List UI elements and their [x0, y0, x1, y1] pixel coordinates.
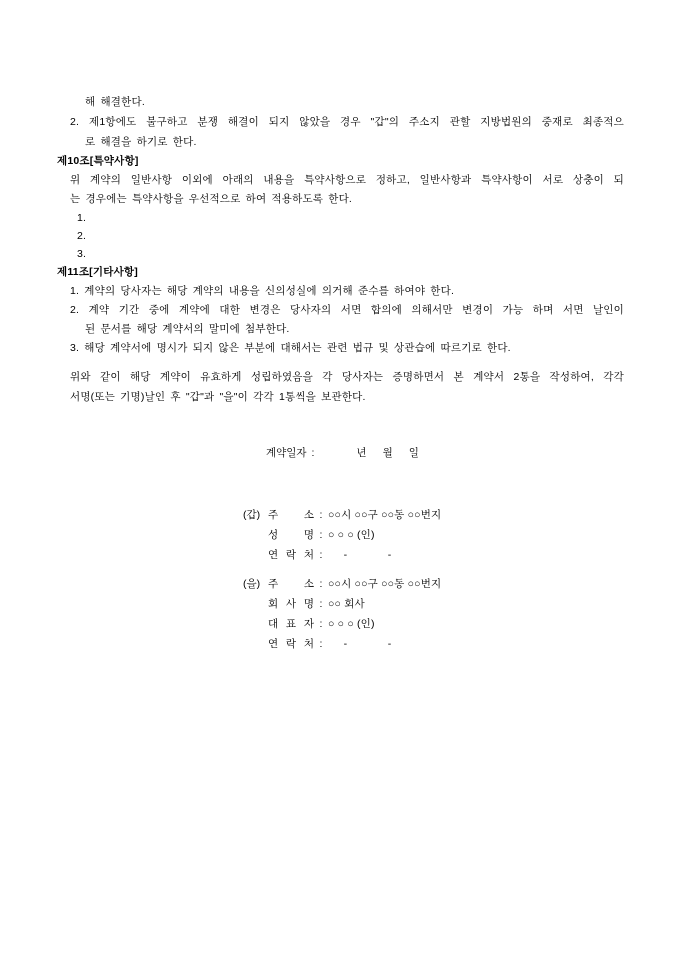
colon-separator: :: [319, 529, 323, 541]
party-row-contact: [243, 634, 624, 654]
paragraph-line: 위 계약의 일반사항 이외에 아래의 내용을 특약사항으로 정하고, 일반사항과 특약사항이 서로 상충이 되: [70, 174, 624, 186]
colon-separator: :: [319, 509, 323, 521]
party-prefix: (갑): [243, 509, 261, 521]
field-value: - -: [328, 549, 392, 561]
party-gap-block: [243, 505, 624, 565]
field-label: 연 락 처: [268, 549, 314, 561]
field-label: 주 소: [268, 578, 314, 590]
field-label: 회 사 명: [268, 598, 314, 610]
field-value: ○ ○ ○ (인): [328, 529, 375, 541]
party-prefix: (을): [243, 578, 261, 590]
paragraph-line: 로 해결을 하기로 한다.: [85, 136, 197, 148]
field-label: 주 소: [268, 509, 314, 521]
paragraph-line: 해 해결한다.: [85, 96, 145, 108]
party-row-contact: [243, 545, 624, 565]
field-value: ○○ 회사: [328, 598, 365, 610]
paragraph-line: 는 경우에는 특약사항을 우선적으로 하여 적용하도록 한다.: [70, 193, 353, 205]
party-row-name: [243, 525, 624, 545]
paragraph-line: 된 문서를 해당 계약서의 말미에 첨부한다.: [85, 323, 290, 335]
contract-date-line: [266, 443, 624, 463]
field-value: - -: [328, 638, 392, 650]
colon-separator: :: [319, 618, 323, 630]
party-row-address: [243, 505, 624, 525]
month-label: 월: [382, 447, 393, 459]
field-label: 대 표 자: [268, 618, 314, 630]
colon-separator: :: [319, 578, 323, 590]
field-value: ○ ○ ○ (인): [328, 618, 375, 630]
day-label: 일: [408, 447, 419, 459]
special-term-item-1: 1.: [77, 212, 87, 224]
colon-separator: :: [319, 598, 323, 610]
paragraph-line: 2. 제1항에도 불구하고 분쟁 해결이 되지 않았을 경우 "갑"의 주소지 관할 지방법원의 중재로 최종적으: [70, 116, 624, 128]
contract-date-label: 계약일자 :: [266, 447, 315, 459]
party-row-company: [243, 594, 624, 614]
special-term-item-3: 3.: [77, 248, 87, 260]
colon-separator: :: [319, 549, 323, 561]
field-label: 연 락 처: [268, 638, 314, 650]
field-value: ○○시 ○○구 ○○동 ○○번지: [328, 509, 442, 521]
colon-separator: :: [319, 638, 323, 650]
paragraph-line: 1. 계약의 당사자는 해당 계약의 내용을 신의성실에 의거해 준수를 하여야 한다.: [70, 285, 455, 297]
article-10-section: [57, 152, 624, 263]
party-eul-block: [243, 574, 624, 654]
paragraph-line: 2. 계약 기간 중에 계약에 대한 변경은 당사자의 서면 합의에 의해서만 변경이 가능 하며 서면 날인이: [70, 304, 624, 316]
article-11-heading: 제11조[기타사항]: [57, 266, 138, 278]
article-11-section: [57, 263, 624, 358]
party-row-address: [243, 574, 624, 594]
field-value: ○○시 ○○구 ○○동 ○○번지: [328, 578, 442, 590]
paragraph-line: 위와 같이 해당 계약이 유효하게 성립하였음을 각 당사자는 증명하면서 본 계약서 2통을 작성하여, 각각: [70, 371, 624, 383]
special-term-item-2: 2.: [77, 230, 87, 242]
field-label: 성 명: [268, 529, 314, 541]
paragraph-line: 3. 해당 계약서에 명시가 되지 않은 부분에 대해서는 관련 법규 및 상관습에 따르기로 한다.: [70, 342, 511, 354]
dispute-clause-tail: [57, 92, 624, 152]
party-row-representative: [243, 614, 624, 634]
paragraph-line: 서명(또는 기명)날인 후 "갑"과 "을"이 각각 1통씩을 보관한다.: [70, 390, 366, 403]
closing-paragraph: [57, 368, 624, 407]
article-10-heading: 제10조[특약사항]: [57, 155, 139, 167]
year-label: 년: [356, 447, 367, 459]
